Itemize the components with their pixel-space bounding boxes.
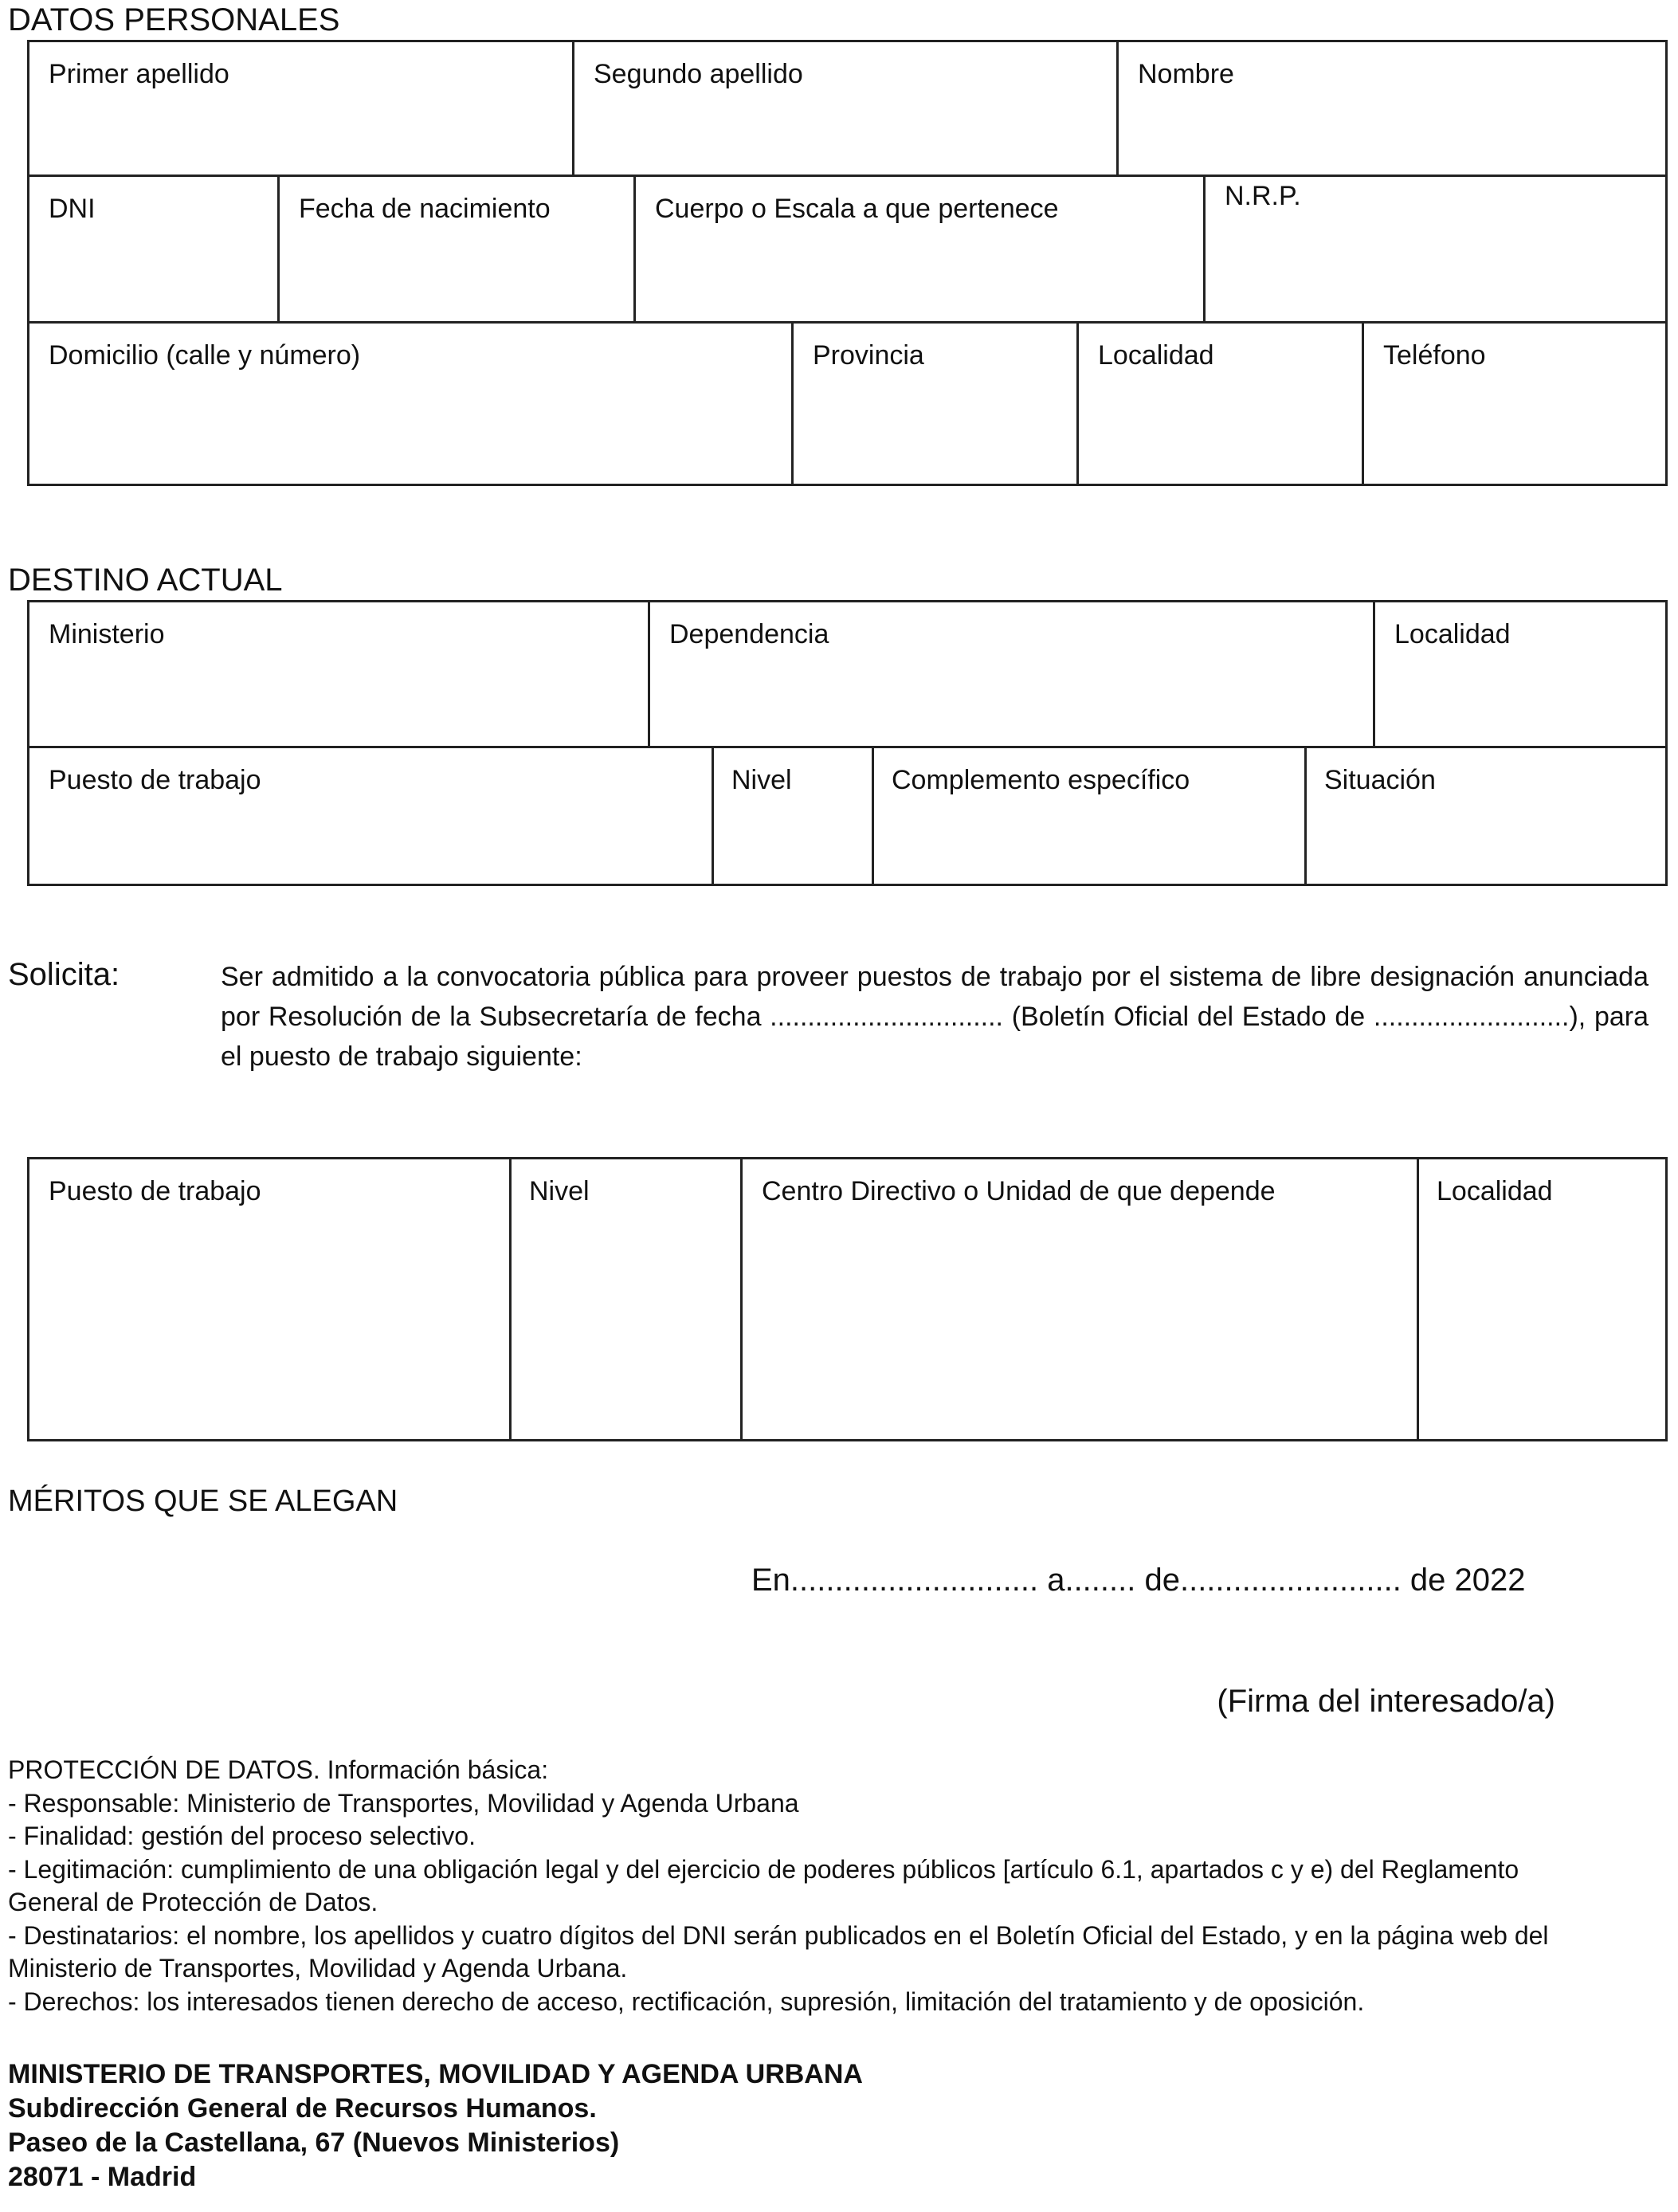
address-line: Paseo de la Castellana, 67 (Nuevos Ministerios): [8, 2128, 620, 2158]
segundo-apellido-label: Segundo apellido: [594, 59, 803, 89]
nombre-field[interactable]: [1116, 40, 1668, 177]
ministerio-field[interactable]: [27, 600, 650, 748]
dni-field[interactable]: [27, 175, 280, 324]
nrp-field[interactable]: [1203, 175, 1668, 324]
puesto-trabajo-actual-label: Puesto de trabajo: [49, 765, 261, 795]
dependencia-label: Dependencia: [669, 619, 829, 649]
proteccion-datos-block: [8, 1754, 1562, 2018]
destino-actual-heading: DESTINO ACTUAL: [8, 563, 283, 598]
provincia-label: Provincia: [813, 340, 924, 371]
address-block: [8, 2057, 863, 2194]
puesto-trabajo-solicitado-label: Puesto de trabajo: [49, 1176, 261, 1206]
fecha-nacimiento-field[interactable]: [277, 175, 636, 324]
proteccion-datos-line: - Legitimación: cumplimiento de una obligación legal y del ejercicio de poderes públicos [artículo 6.1, apartados c y e) del Reglamento General de Protección de Datos.: [8, 1854, 1519, 1916]
nivel-solicitado-label: Nivel: [529, 1176, 590, 1206]
cuerpo-escala-field[interactable]: [633, 175, 1206, 324]
datos-personales-heading: DATOS PERSONALES: [8, 2, 340, 37]
situacion-label: Situación: [1324, 765, 1436, 795]
fecha-nacimiento-label: Fecha de nacimiento: [299, 194, 551, 224]
firma-label: (Firma del interesado/a): [1217, 1684, 1555, 1719]
proteccion-datos-line: - Responsable: Ministerio de Transportes, Movilidad y Agenda Urbana: [8, 1788, 799, 1818]
date-line[interactable]: En............................ a........ de......................... de 2022: [751, 1563, 1526, 1598]
puesto-trabajo-actual-field[interactable]: [27, 746, 714, 886]
centro-directivo-field[interactable]: [740, 1157, 1419, 1441]
localidad-solicitada-label: Localidad: [1437, 1176, 1553, 1206]
dependencia-field[interactable]: [648, 600, 1375, 748]
domicilio-field[interactable]: [27, 321, 794, 486]
localidad-field[interactable]: [1076, 321, 1364, 486]
centro-directivo-label: Centro Directivo o Unidad de que depende: [762, 1176, 1276, 1206]
nombre-label: Nombre: [1138, 59, 1234, 89]
proteccion-datos-line: - Derechos: los interesados tienen derecho de acceso, rectificación, supresión, limitación del tratamiento y de oposición.: [8, 1986, 1365, 2016]
nivel-solicitado-field[interactable]: [509, 1157, 743, 1441]
solicita-label: Solicita:: [8, 957, 120, 992]
telefono-field[interactable]: [1362, 321, 1668, 486]
cuerpo-escala-label: Cuerpo o Escala a que pertenece: [655, 194, 1059, 224]
telefono-label: Teléfono: [1383, 340, 1486, 371]
address-line: 28071 - Madrid: [8, 2162, 197, 2192]
complemento-especifico-field[interactable]: [872, 746, 1307, 886]
puesto-trabajo-solicitado-field[interactable]: [27, 1157, 512, 1441]
nivel-actual-field[interactable]: [712, 746, 874, 886]
solicita-text: Ser admitido a la convocatoria pública para proveer puestos de trabajo por el sistema de libre designación anunciada por Resolución de la Subsecretaría de fecha ............................... (Boletín Oficial del Estado de ..........................), para el puesto de trabajo siguiente:: [221, 962, 1649, 1072]
address-line: MINISTERIO DE TRANSPORTES, MOVILIDAD Y AGENDA URBANA: [8, 2059, 863, 2089]
meritos-heading: MÉRITOS QUE SE ALEGAN: [8, 1484, 398, 1518]
dni-label: DNI: [49, 194, 96, 224]
nrp-label: N.R.P.: [1225, 181, 1301, 211]
localidad-label: Localidad: [1098, 340, 1214, 371]
segundo-apellido-field[interactable]: [572, 40, 1119, 177]
destino-localidad-label: Localidad: [1394, 619, 1511, 649]
proteccion-datos-line: - Finalidad: gestión del proceso selectivo.: [8, 1822, 476, 1850]
domicilio-label: Domicilio (calle y número): [49, 340, 361, 371]
destino-localidad-field[interactable]: [1373, 600, 1668, 748]
primer-apellido-label: Primer apellido: [49, 59, 229, 89]
nivel-actual-label: Nivel: [731, 765, 792, 795]
proteccion-datos-line: - Destinatarios: el nombre, los apellidos y cuatro dígitos del DNI serán publicados en el Boletín Oficial del Estado, y en la página web del Ministerio de Transportes, Movilidad y Agenda Urbana.: [8, 1920, 1549, 1983]
provincia-field[interactable]: [791, 321, 1079, 486]
complemento-especifico-label: Complemento específico: [892, 765, 1190, 795]
ministerio-label: Ministerio: [49, 619, 165, 649]
address-line: Subdirección General de Recursos Humanos.: [8, 2093, 597, 2124]
situacion-field[interactable]: [1304, 746, 1668, 886]
proteccion-datos-line: PROTECCIÓN DE DATOS. Información básica:: [8, 1755, 549, 1784]
primer-apellido-field[interactable]: [27, 40, 574, 177]
localidad-solicitada-field[interactable]: [1417, 1157, 1668, 1441]
